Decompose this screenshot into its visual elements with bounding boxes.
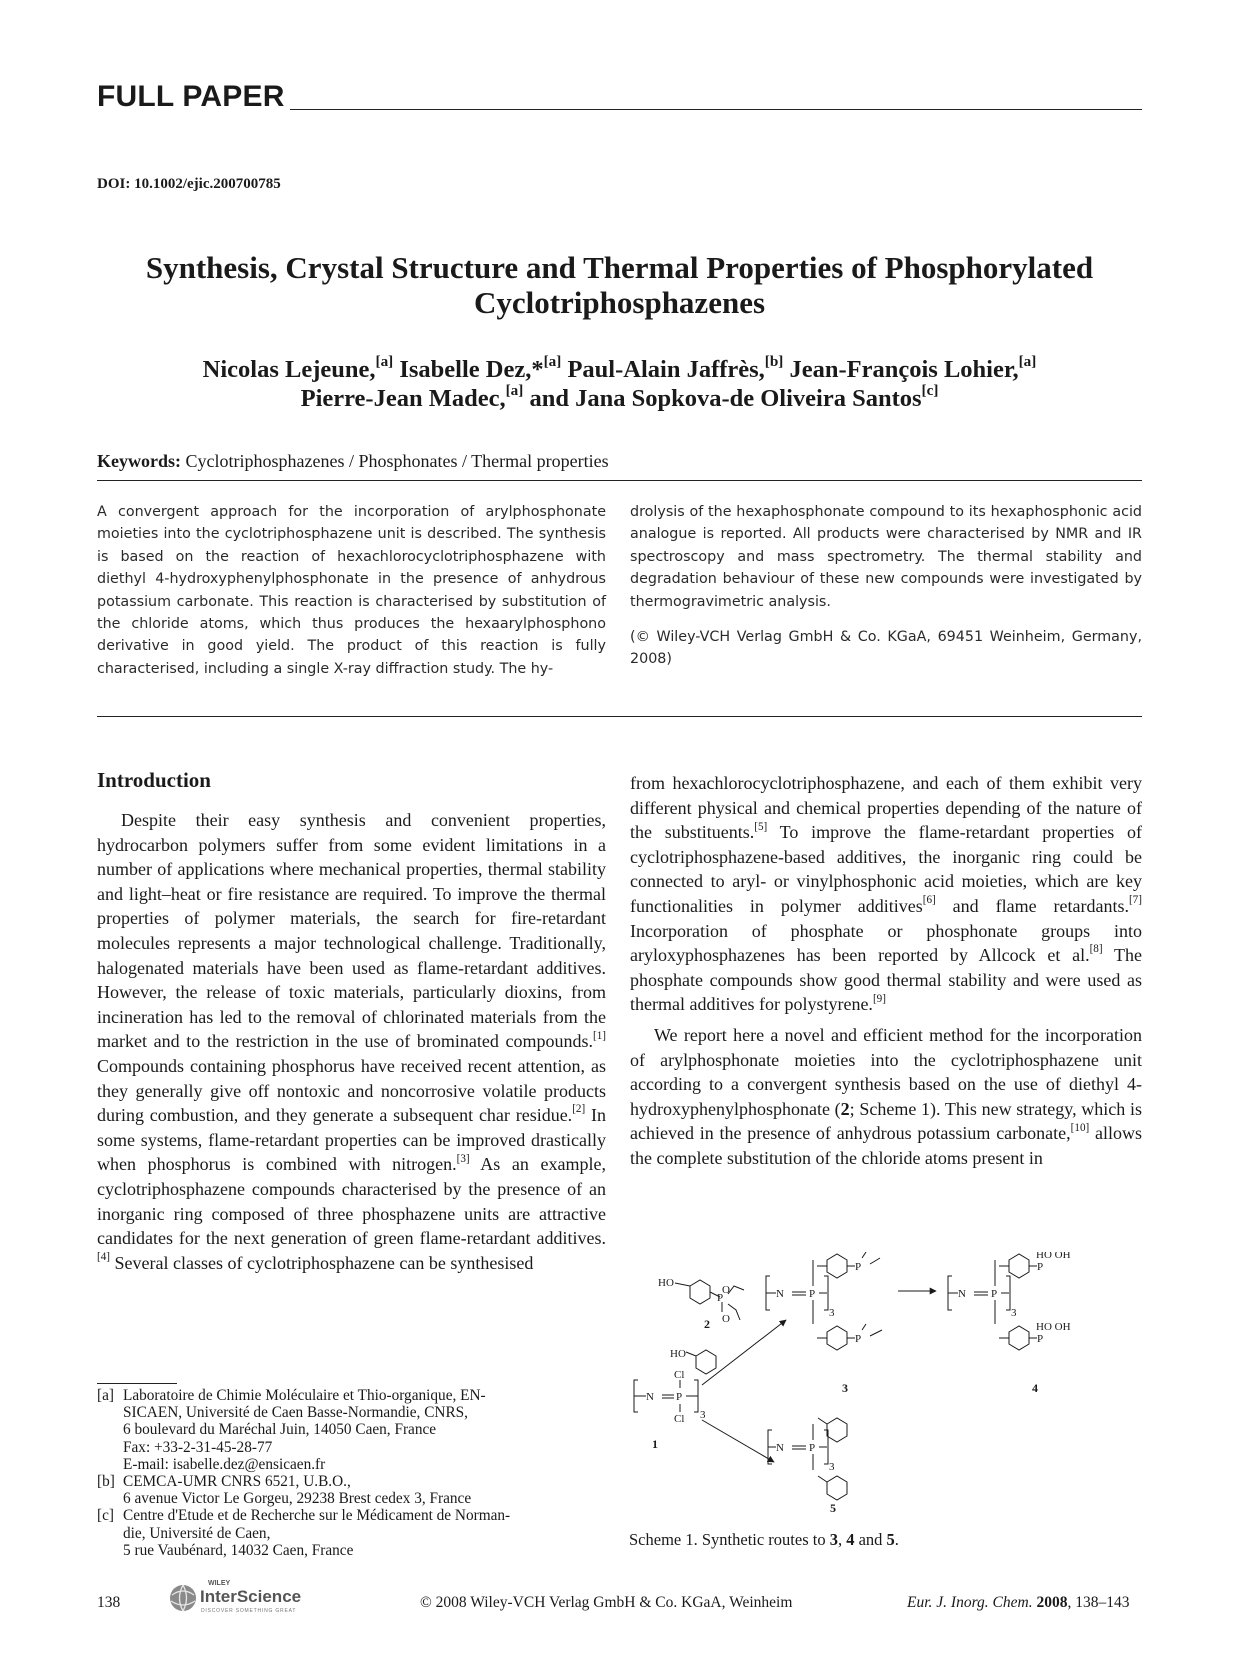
affiliation-mark: [b] [764,352,784,370]
footnote-line: Centre d'Etude et de Recherche sur le Médicament de Norman- [123,1507,511,1525]
body-text: and flame retardants. [935,895,1129,916]
journal-pages: , 138–143 [1067,1594,1130,1611]
intro-paragraph-2 [630,771,1142,1017]
affiliation-mark: [a] [505,381,524,399]
author-name: Jean-François Lohier, [783,356,1019,383]
compound-number: 2 [840,1098,850,1119]
logo-text: InterScience [200,1587,302,1606]
citation: [7] [1128,894,1142,907]
body-text: Compounds containing phosphorus have received recent attention, as they generally give off nontoxic and noncorrosive volatile products during combustion, and they generate a subsequent char residue. [97,1055,606,1126]
affiliation-footnotes [97,1387,606,1559]
citation: [5] [754,820,768,833]
compound-2-structure [675,1280,744,1320]
atom-label: HO OH [1036,1252,1071,1261]
footnote-rule [97,1383,177,1384]
journal-year: 2008 [1036,1594,1068,1611]
atom-label: N [958,1288,966,1300]
author-name: and Jana Sopkova-de Oliveira Santos [523,385,922,412]
footnote-label: [b] [97,1473,115,1491]
atom-label: P [855,1333,862,1345]
paper-title [97,250,1142,320]
caption-compound: 4 [846,1530,855,1549]
author-name: Nicolas Lejeune, [202,356,376,383]
body-text: The phosphate compounds show good thermal stability and were used as thermal additives for polystyrene. [630,945,1142,1015]
intro-paragraph-1 [97,808,606,1275]
footnote-line: SICAEN, Université de Caen Basse-Normandie, CNRS, [123,1404,468,1422]
citation: [3] [456,1152,470,1165]
keywords [97,451,609,472]
header-rule [290,109,1142,110]
globe-icon [168,1583,198,1613]
compound-number-1: 1 [652,1437,658,1451]
section-heading-introduction: Introduction [97,768,211,792]
footnote-line: 6 avenue Victor Le Gorgeu, 29238 Brest cedex 3, France [123,1490,472,1508]
atom-label: P [1037,1261,1044,1273]
compound-3-structure [766,1252,882,1350]
keywords-label: Keywords: [97,451,181,471]
footnote-line: Fax: +33-2-31-45-28-77 [123,1438,273,1456]
atom-label: P [991,1288,998,1300]
caption-text: , [837,1530,847,1549]
caption-text: . [894,1530,899,1549]
atom-label: Cl [674,1369,685,1381]
citation: [8] [1089,943,1103,956]
footnote-label: [c] [97,1507,114,1525]
page-number: 138 [97,1594,121,1611]
keywords-text: Cyclotriphosphazenes / Phosphonates / Thermal properties [185,451,609,471]
body-text: Several classes of cyclotriphosphazene can be synthesised [110,1252,534,1273]
body-text: Incorporation of phosphate or phosphonate groups into aryloxyphosphazenes has been reported by Allcock et al. [630,920,1142,966]
intro-paragraph-3 [630,1023,1142,1171]
footnote-b [97,1473,606,1507]
author-line-2 [97,381,1142,413]
scheme-1-figure [630,1252,1142,1517]
logo-small-text: WILEY [208,1580,231,1587]
affiliation-mark: [a] [543,352,562,370]
title-line-1: Synthesis, Crystal Structure and Thermal Properties of Phosphorylated [145,250,1094,285]
caption-text: and [854,1530,887,1549]
intro-right-column [630,771,1142,1171]
journal-name: Eur. J. Inorg. Chem. [907,1594,1033,1611]
subscript: 3 [700,1409,706,1421]
citation: [2] [572,1103,586,1116]
journal-citation [907,1594,1129,1612]
footnote-line: Laboratoire de Chimie Moléculaire et Thio-organique, EN- [123,1387,486,1404]
atom-label: P [676,1391,683,1403]
body-text: Despite their easy synthesis and convenient properties, hydrocarbon polymers suffer from some evident limitations in a number of applications where mechanical properties, thermal stability and light–heat or fire resistance are required. To improve the thermal properties of polymer materials, the search for fire-retardant molecules represents a major technological challenge. Traditionally, halogenated materials have been used as flame-retardant additives. However, the release of toxic materials, particularly dioxins, from incineration has led to the removal of chlorinated materials from the market and to the restriction in the use of brominated compounds. [97,810,606,1052]
abstract-right-column [630,501,1142,671]
doi: DOI: 10.1002/ejic.200700785 [97,176,281,192]
body-text: allows the complete substitution of the chloride atoms present in [630,1123,1143,1168]
logo-tagline: DISCOVER SOMETHING GREAT [201,1608,297,1614]
atom-label: P [717,1292,724,1304]
atom-label: HO [670,1348,686,1360]
intro-left-column [97,808,606,1275]
citation: [10] [1070,1121,1090,1134]
atom-label: P [809,1442,816,1454]
compound-number-5: 5 [830,1501,836,1515]
section-type-label: FULL PAPER [97,80,285,113]
atom-label: P [809,1288,816,1300]
abstract-rule [97,716,1142,717]
body-text: To improve the flame-retardant properties of cyclotriphosphazene-based additives, the inorganic ring could be connected to aryl- or vinylphosphonic acid moieties, which are key functionalities in polymer additives [630,822,1142,916]
subscript: 3 [829,1307,835,1319]
footer-copyright: © 2008 Wiley-VCH Verlag GmbH & Co. KGaA, Weinheim [420,1594,793,1611]
compound-number-3: 3 [842,1381,848,1395]
atom-label: N [776,1288,784,1300]
compound-number-2: 2 [704,1317,710,1331]
atom-label: HO OH [1036,1321,1071,1333]
atom-label: Cl [674,1413,685,1425]
affiliation-mark: [a] [375,352,394,370]
atom-label: O [722,1313,730,1325]
caption-compound: 5 [886,1530,895,1549]
footnote-line: die, Université de Caen, [123,1524,271,1542]
author-name: Paul-Alain Jaffrès, [561,356,765,383]
affiliation-mark: [a] [1018,352,1037,370]
compound-4-structure [948,1254,1037,1350]
interscience-logo [168,1580,338,1616]
body-text: As an example, cyclotriphosphazene compounds characterised by the presence of an inorganic ring composed of three phosphazene units are attractive candidates for the next generation of green flame-retardant additives. [97,1154,606,1249]
body-text: In some systems, flame-retardant properties can be improved drastically when phosphorus is combined with nitrogen. [97,1105,606,1175]
footnote-line: 6 boulevard du Maréchal Juin, 14050 Caen, France [123,1421,437,1439]
title-line-2: Cyclotriphosphazenes [473,285,766,320]
affiliation-mark: [c] [921,381,939,399]
caption-compound: 3 [829,1530,838,1549]
footnote-label: [a] [97,1387,114,1404]
footnote-line: 5 rue Vaubénard, 14032 Caen, France [123,1541,354,1559]
keywords-rule [97,480,1142,481]
atom-label: P [855,1261,862,1273]
caption-text: Scheme 1. Synthetic routes to [629,1530,830,1549]
footnote-a [97,1387,606,1473]
abstract-text-left: A convergent approach for the incorporation of arylphosphonate moieties into the cyclotriphosphazene unit is described. The synthesis is based on the reaction of hexachlorocyclotriphosphazene with diethyl 4-hydroxyphenylphosphonate in the presence of anhydrous potassium carbonate. This reaction is characterised by substitution of the chloride atoms, which thus produces the hexaarylphosphono derivative in good yield. The product of this reaction is fully characterised, including a single X-ray diffraction study. The hy- [97,504,606,677]
atom-label: O [722,1284,730,1296]
body-text: ; Scheme 1). This new strategy, which is achieved in the presence of anhydrous potassium carbonate, [630,1098,1142,1144]
reaction-arrow-to-3 [702,1320,786,1385]
citation: [4] [97,1251,111,1264]
footnote-c [97,1507,606,1559]
citation: [1] [592,1029,606,1042]
atom-label: N [646,1391,654,1403]
subscript: 3 [829,1461,835,1473]
abstract-text-right: drolysis of the hexaphosphonate compound to its hexaphosphonic acid analogue is reported. All products were characterised by NMR and IR spectroscopy and mass spectrometry. The thermal stability and degradation behaviour of these new compounds were investigated by thermogravimetric analysis. [630,504,1142,610]
body-text: from hexachlorocyclotriphosphazene, and each of them exhibit very different physical and chemical properties depending of the nature of the substituents. [630,773,1142,843]
footnote-line: CEMCA-UMR CNRS 6521, U.B.O., [123,1473,351,1491]
footnote-line: E-mail: isabelle.dez@ensicaen.fr [123,1455,326,1473]
atom-label: N [776,1442,784,1454]
body-text: We report here a novel and efficient method for the incorporation of arylphosphonate moieties into the cyclotriphosphazene unit according to a convergent synthesis based on the use of diethyl 4-hydroxyphenylphosphonate ( [630,1024,1142,1119]
abstract-copyright: (© Wiley-VCH Verlag GmbH & Co. KGaA, 69451 Weinheim, Germany, 2008) [630,629,1142,668]
author-list [97,352,1142,413]
compound-number-4: 4 [1032,1381,1038,1395]
citation: [9] [872,992,886,1005]
author-name: Isabelle Dez,* [393,356,544,383]
scheme-caption [629,1530,899,1550]
author-name: Pierre-Jean Madec, [300,385,506,412]
abstract-left-column [97,501,606,680]
atom-label: HO [658,1277,674,1289]
compound-1-structure [634,1380,698,1412]
citation: [6] [922,894,936,907]
subscript: 3 [1011,1307,1017,1319]
atom-label: P [1037,1333,1044,1345]
reaction-arrow-to-5 [702,1420,774,1462]
author-line-1 [97,352,1142,384]
